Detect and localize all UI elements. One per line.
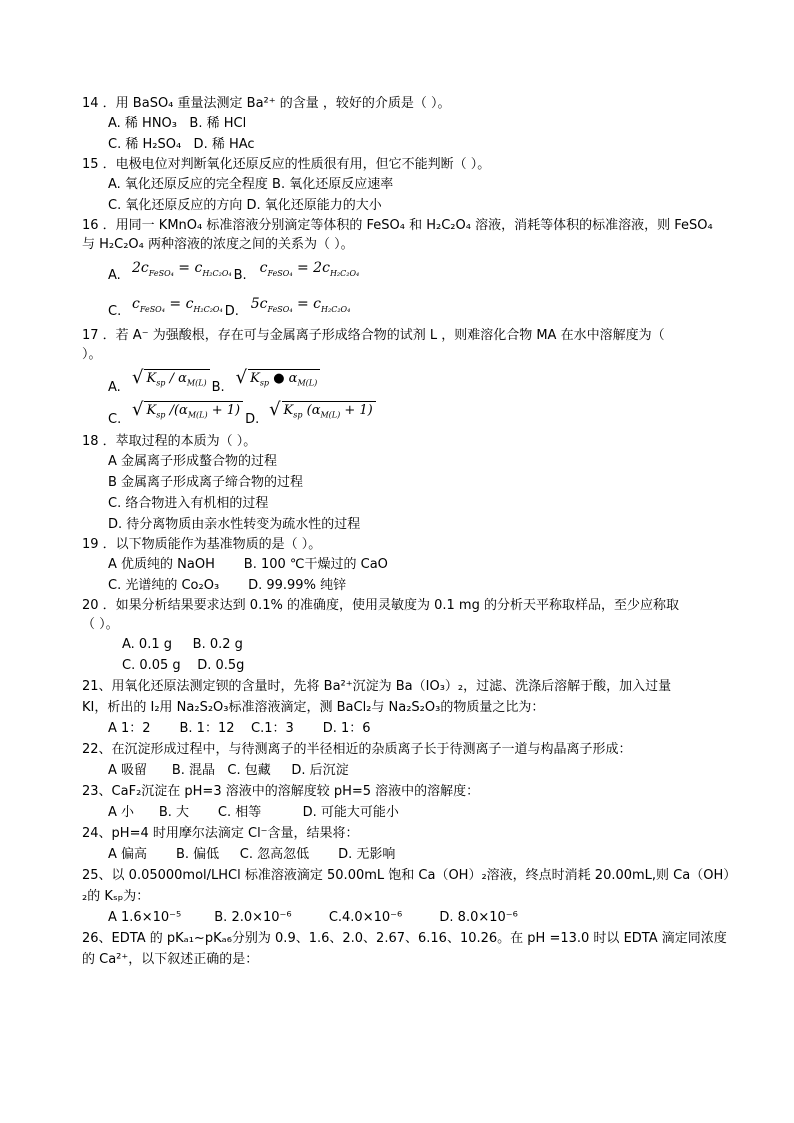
option-c: C. 络合物进入有机相的过程 [108, 496, 269, 511]
options-row: A 小 B. 大 C. 相等 D. 可能大可能小 [108, 805, 399, 820]
question-stem-cont: ₂的 Kₛₚ为： [82, 889, 150, 904]
question-stem: 22、在沉淀形成过程中，与待测离子的半径相近的杂质离子长于待测离子一道与构晶离子形成： [82, 742, 632, 757]
question-23 [82, 781, 742, 823]
question-stem: 15 ．电极电位对判断氧化还原反应的性质很有用，但它不能判断（ ）。 [82, 157, 491, 172]
question-stem: 26、EDTA 的 pKₐ₁~pKₐ₆分别为 0.9、1.6、2.0、2.67、6.16、10.26。在 pH =13.0 时以 EDTA 滴定同浓度 [82, 931, 727, 946]
options-row: A. 0.1 g B. 0.2 g [122, 637, 243, 652]
options-row: A. 氧化还原反应的完全程度 B. 氧化还原反应速率 [108, 177, 394, 192]
question-stem: 23、CaF₂沉淀在 pH=3 溶液中的溶解度较 pH=5 溶液中的溶解度： [82, 784, 480, 799]
options-row: A 偏高 B. 偏低 C. 忽高忽低 D. 无影响 [108, 847, 396, 862]
option-b: B 金属离子形成离子缔合物的过程 [108, 475, 304, 490]
formula-b: √ $K_{sp}$ ● $\alpha_{M(L)}$ [236, 369, 321, 392]
option-label: C. [108, 304, 122, 319]
question-stem: 20 ．如果分析结果要求达到 0.1% 的准确度，使用灵敏度为 0.1 mg 的分析天平称取样品，至少应称取 [82, 598, 679, 613]
formula-b: $c_{FeSO_4} = 2c_{H_2C_2O_4}$ [259, 260, 360, 278]
exam-page [82, 94, 742, 970]
options-row: A. 稀 HNO₃ B. 稀 HCl [108, 116, 247, 131]
option-label: D. [245, 412, 260, 427]
formula-d: $5c_{FeSO_4} = c_{H_2C_2O_4}$ [250, 296, 351, 314]
option-label: C. [108, 412, 122, 427]
formula-d: √ $K_{sp}$ $(\alpha_{M(L)} + 1)$ [269, 401, 376, 424]
option-label: A. [108, 268, 121, 283]
formula-options-row [82, 364, 742, 396]
formula-options-row [82, 284, 742, 320]
options-row: C. 稀 H₂SO₄ D. 稀 HAc [108, 137, 255, 152]
option-d: D. 待分离物质由亲水性转变为疏水性的过程 [108, 517, 361, 532]
question-stem-cont: ）。 [82, 347, 102, 362]
question-14 [82, 94, 742, 155]
question-18 [82, 432, 742, 535]
question-stem: 14 ．用 BaSO₄ 重量法测定 Ba²⁺ 的含量 ，较好的介质是（ ）。 [82, 96, 451, 111]
option-a: A 金属离子形成螯合物的过程 [108, 454, 278, 469]
options-row: C. 氧化还原反应的方向 D. 氧化还原能力的大小 [108, 198, 382, 213]
option-label: B. [233, 268, 247, 283]
question-stem-cont: 与 H₂C₂O₄ 两种溶液的浓度之间的关系为（ ）。 [82, 237, 354, 252]
formula-a: √ $K_{sp} / \alpha_{M(L)}$ [132, 369, 210, 392]
formula-options-row [82, 396, 742, 428]
option-label: D. [224, 304, 239, 319]
question-19 [82, 535, 742, 596]
formula-c: $c_{FeSO_4} = c_{H_2C_2O_4}$ [132, 296, 223, 314]
question-17 [82, 326, 742, 428]
question-stem: 19 ．以下物质能作为基准物质的是（ ）。 [82, 537, 322, 552]
formula-c: √ $K_{sp}$ $/(\alpha_{M(L)} + 1)$ [132, 401, 243, 424]
options-row: A 1.6×10⁻⁵ B. 2.0×10⁻⁶ C.4.0×10⁻⁶ D. 8.0×10⁻⁶ [108, 910, 518, 925]
question-stem-cont: 的 Ca²⁺，以下叙述正确的是： [82, 952, 259, 967]
options-row: C. 0.05 g D. 0.5g [122, 658, 245, 673]
question-21 [82, 676, 742, 739]
options-row: C. 光谱纯的 Co₂O₃ D. 99.99% 纯锌 [108, 578, 347, 593]
question-24 [82, 823, 742, 865]
question-stem-cont: KI，析出的 I₂用 Na₂S₂O₃标准溶液滴定，测 BaCl₂与 Na₂S₂O₃的物质量之比为： [82, 700, 545, 715]
question-stem: 21、用氧化还原法测定钡的含量时，先将 Ba²⁺沉淀为 Ba（IO₃）₂，过滤、洗涤后溶解于酸，加入过量 [82, 679, 672, 694]
question-26 [82, 928, 742, 970]
question-stem: 16 ．用同一 KMnO₄ 标准溶液分别滴定等体积的 FeSO₄ 和 H₂C₂O₄ 溶液，消耗等体积的标准溶液，则 FeSO₄ [82, 218, 713, 233]
option-label: A. [108, 380, 121, 395]
question-stem: 24、pH=4 时用摩尔法滴定 Cl⁻含量，结果将： [82, 826, 359, 841]
question-stem-cont: （ ）。 [82, 617, 119, 632]
question-20 [82, 596, 742, 676]
formula-options-row [82, 254, 742, 284]
options-row: A 吸留 B. 混晶 C. 包藏 D. 后沉淀 [108, 763, 349, 778]
options-row: A 1：2 B. 1：12 C.1：3 D. 1：6 [108, 721, 371, 736]
formula-a: $2c_{FeSO_4} = c_{H_2C_2O_4}$ [132, 260, 232, 278]
question-22 [82, 739, 742, 781]
option-label: B. [211, 380, 225, 395]
options-row: A 优质纯的 NaOH B. 100 ℃干燥过的 CaO [108, 557, 388, 572]
question-stem: 25、以 0.05000mol/LHCl 标准溶液滴定 50.00mL 饱和 Ca（OH）₂溶液，终点时消耗 20.00mL,则 Ca（OH） [82, 868, 737, 883]
question-stem: 18 ．萃取过程的本质为（ ）。 [82, 434, 257, 449]
question-15 [82, 155, 742, 216]
question-16 [82, 216, 742, 320]
question-25 [82, 865, 742, 928]
question-stem: 17 ．若 A⁻ 为强酸根，存在可与金属离子形成络合物的试剂 L ，则难溶化合物 MA 在水中溶解度为（ [82, 328, 665, 343]
